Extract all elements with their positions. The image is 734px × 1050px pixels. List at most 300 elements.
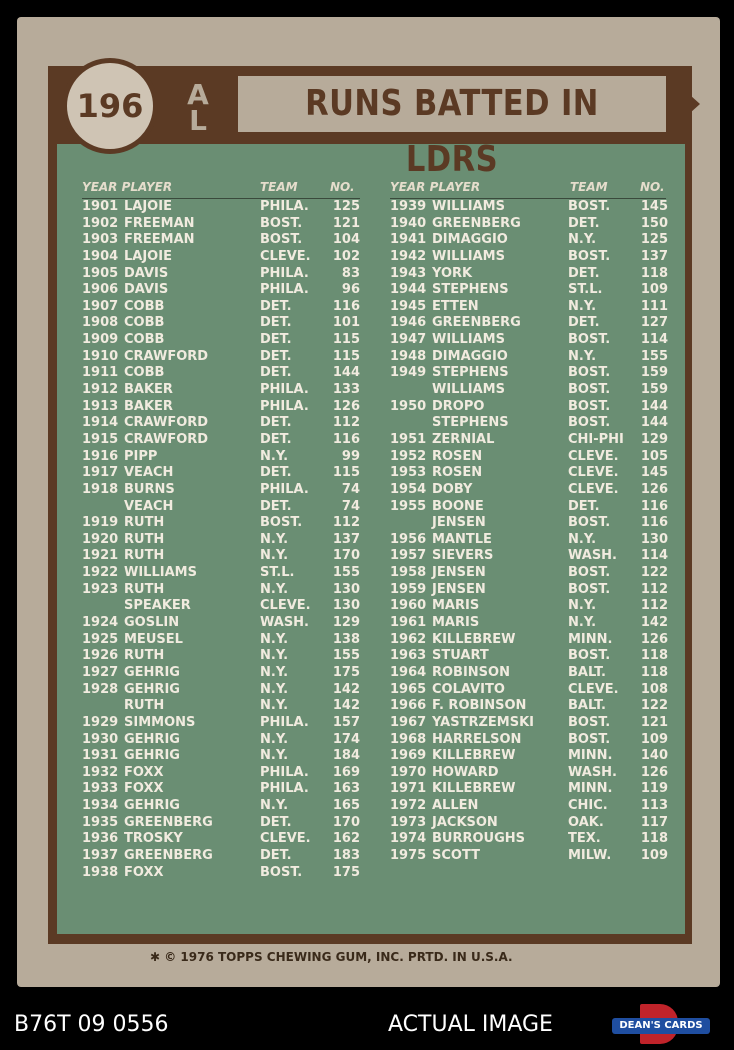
row-player: YASTRZEMSKI	[432, 714, 534, 730]
row-player: RUTH	[124, 698, 165, 714]
row-no: 121	[332, 215, 360, 231]
row-player: ALLEN	[432, 798, 479, 814]
actual-image-label: ACTUAL IMAGE	[388, 1012, 553, 1037]
row-year: 1974	[390, 831, 427, 847]
row-year: 1931	[82, 748, 119, 764]
row-player: FOXX	[124, 864, 164, 880]
league-label: A L	[187, 78, 209, 137]
row-year: 1954	[390, 481, 427, 497]
row-no: 114	[640, 332, 668, 348]
row-year: 1909	[82, 332, 119, 348]
row-team: N.Y.	[568, 598, 597, 614]
row-player: COLAVITO	[432, 681, 505, 697]
row-team: N.Y.	[260, 548, 289, 564]
row-year: 1946	[390, 315, 427, 331]
row-year: 1968	[390, 731, 427, 747]
row-no: 159	[640, 365, 668, 381]
row-year: 1973	[390, 814, 427, 830]
row-team: OAK.	[568, 814, 604, 830]
row-team: BOST.	[568, 398, 611, 414]
row-team: DET.	[260, 814, 292, 830]
row-year: 1947	[390, 332, 427, 348]
row-player: SIMMONS	[124, 714, 196, 730]
row-team: PHILA.	[260, 382, 309, 398]
table-row	[390, 399, 666, 416]
row-player: LAJOIE	[124, 199, 172, 214]
table-row	[390, 798, 666, 815]
row-player: MANTLE	[432, 531, 492, 547]
row-team: DET.	[260, 498, 292, 514]
row-no: 116	[640, 515, 668, 531]
table-row	[390, 548, 666, 565]
table-row	[82, 615, 360, 632]
row-team: DET.	[260, 332, 292, 348]
table-row	[82, 648, 360, 665]
table-row	[390, 648, 666, 665]
row-no: 83	[341, 265, 360, 281]
row-year: 1972	[390, 798, 427, 814]
row-no: 175	[332, 664, 360, 680]
row-year: 1941	[390, 232, 427, 248]
table-row	[390, 482, 666, 499]
table-row	[390, 682, 666, 699]
table-row	[82, 532, 360, 549]
row-no: 74	[341, 481, 360, 497]
row-no: 115	[332, 332, 360, 348]
row-team: PHILA.	[260, 764, 309, 780]
row-team: BOST.	[260, 864, 303, 880]
row-player: LAJOIE	[124, 248, 172, 264]
row-no: 159	[640, 382, 668, 398]
row-no: 155	[332, 565, 360, 581]
row-player: WILLIAMS	[124, 565, 197, 581]
table-row	[82, 598, 360, 615]
table-row	[82, 249, 360, 266]
row-no: 104	[332, 232, 360, 248]
row-player: RUTH	[124, 581, 165, 597]
row-team: BOST.	[568, 581, 611, 597]
row-player: GEHRIG	[124, 681, 180, 697]
row-player: MEUSEL	[124, 631, 183, 647]
row-team: N.Y.	[568, 615, 597, 631]
row-year: 1902	[82, 215, 119, 231]
row-team: BOST.	[568, 415, 611, 431]
table-row	[390, 266, 666, 283]
row-player: CRAWFORD	[124, 415, 209, 431]
row-no: 117	[640, 814, 668, 830]
row-team: CLEVE.	[568, 465, 619, 481]
row-player: BURROUGHS	[432, 831, 526, 847]
row-no: 145	[640, 465, 668, 481]
row-year: 1924	[82, 615, 119, 631]
table-row	[390, 365, 666, 382]
row-year: 1951	[390, 431, 427, 447]
row-team: CLEVE.	[260, 248, 311, 264]
table-row	[82, 199, 360, 216]
row-player: KILLEBREW	[432, 748, 516, 764]
row-year: 1939	[390, 199, 427, 214]
row-year: 1942	[390, 248, 427, 264]
row-player: WILLIAMS	[432, 332, 505, 348]
row-year: 1903	[82, 232, 119, 248]
row-team: BOST.	[568, 515, 611, 531]
row-team: N.Y.	[260, 531, 289, 547]
row-player: GREENBERG	[432, 215, 521, 231]
row-team: ST.L.	[260, 565, 295, 581]
row-player: FOXX	[124, 764, 164, 780]
row-player: DROPO	[432, 398, 485, 414]
row-no: 115	[332, 348, 360, 364]
table-row	[390, 831, 666, 848]
row-no: 142	[332, 681, 360, 697]
row-year: 1937	[82, 847, 119, 863]
row-no: 109	[640, 847, 668, 863]
row-no: 130	[640, 531, 668, 547]
table-row	[390, 848, 666, 865]
row-year: 1944	[390, 282, 427, 298]
row-no: 170	[332, 814, 360, 830]
table-row	[390, 665, 666, 682]
row-no: 126	[640, 631, 668, 647]
table-row	[390, 698, 666, 715]
row-team: CLEVE.	[260, 831, 311, 847]
row-year: 1908	[82, 315, 119, 331]
row-year: 1906	[82, 282, 119, 298]
row-year: 1928	[82, 681, 119, 697]
row-team: BOST.	[568, 365, 611, 381]
row-no: 144	[640, 415, 668, 431]
row-team: N.Y.	[260, 581, 289, 597]
row-player: TROSKY	[124, 831, 183, 847]
row-player: GEHRIG	[124, 731, 180, 747]
row-team: WASH.	[568, 548, 617, 564]
row-no: 155	[332, 648, 360, 664]
row-no: 174	[332, 731, 360, 747]
table-row	[82, 216, 360, 233]
row-player: JENSEN	[432, 515, 486, 531]
row-year: 1970	[390, 764, 427, 780]
table-row	[82, 632, 360, 649]
card-title: RUNS BATTED IN LDRS	[305, 83, 599, 180]
row-player: STEPHENS	[432, 365, 509, 381]
row-player: KILLEBREW	[432, 631, 516, 647]
row-player: VEACH	[124, 498, 174, 514]
row-year: 1967	[390, 714, 427, 730]
header-team: TEAM	[570, 180, 608, 194]
column-header	[390, 178, 666, 199]
row-player: GEHRIG	[124, 664, 180, 680]
row-team: BOST.	[568, 648, 611, 664]
row-year: 1964	[390, 664, 427, 680]
row-no: 126	[640, 764, 668, 780]
table-row	[390, 432, 666, 449]
row-no: 118	[640, 831, 668, 847]
row-team: DET.	[568, 215, 600, 231]
table-row	[82, 449, 360, 466]
table-row	[82, 665, 360, 682]
row-player: COBB	[124, 332, 165, 348]
row-player: BOONE	[432, 498, 484, 514]
row-team: N.Y.	[260, 731, 289, 747]
row-year: 1975	[390, 847, 427, 863]
row-team: N.Y.	[260, 631, 289, 647]
row-no: 122	[640, 565, 668, 581]
row-no: 144	[640, 398, 668, 414]
row-team: PHILA.	[260, 481, 309, 497]
row-team: DET.	[568, 498, 600, 514]
table-row	[390, 199, 666, 216]
row-year: 1965	[390, 681, 427, 697]
row-no: 165	[332, 798, 360, 814]
row-player: ROSEN	[432, 465, 483, 481]
row-team: CLEVE.	[568, 481, 619, 497]
row-year: 1915	[82, 431, 119, 447]
row-year: 1933	[82, 781, 119, 797]
row-team: MINN.	[568, 781, 613, 797]
deans-cards-logo	[612, 1004, 710, 1046]
row-year: 1945	[390, 298, 427, 314]
row-no: 112	[640, 598, 668, 614]
row-year: 1958	[390, 565, 427, 581]
row-team: BALT.	[568, 664, 606, 680]
row-player: MARIS	[432, 615, 480, 631]
row-team: BALT.	[568, 698, 606, 714]
row-year: 1907	[82, 298, 119, 314]
row-team: DET.	[260, 465, 292, 481]
table-row	[82, 332, 360, 349]
row-no: 116	[332, 431, 360, 447]
table-row	[390, 781, 666, 798]
table-row	[390, 765, 666, 782]
row-team: BOST.	[568, 731, 611, 747]
row-year: 1914	[82, 415, 119, 431]
row-no: 157	[332, 714, 360, 730]
row-no: 155	[640, 348, 668, 364]
header-year-player: YEAR PLAYER	[390, 180, 481, 194]
row-no: 99	[341, 448, 360, 464]
row-no: 163	[332, 781, 360, 797]
row-team: N.Y.	[260, 798, 289, 814]
table-row	[82, 798, 360, 815]
row-no: 112	[332, 415, 360, 431]
header-no: NO.	[330, 180, 355, 194]
row-player: RUTH	[124, 515, 165, 531]
row-team: N.Y.	[260, 664, 289, 680]
row-team: N.Y.	[568, 348, 597, 364]
row-no: 125	[332, 199, 360, 214]
row-player: SIEVERS	[432, 548, 494, 564]
row-player: BURNS	[124, 481, 175, 497]
row-team: DET.	[260, 348, 292, 364]
table-row	[82, 715, 360, 732]
row-player: JENSEN	[432, 581, 486, 597]
row-no: 129	[640, 431, 668, 447]
row-no: 137	[332, 531, 360, 547]
row-year: 1966	[390, 698, 427, 714]
table-row	[82, 365, 360, 382]
row-no: 116	[640, 498, 668, 514]
row-year: 1960	[390, 598, 427, 614]
row-player: RUTH	[124, 548, 165, 564]
row-no: 96	[341, 282, 360, 298]
table-row	[390, 465, 666, 482]
row-team: PHILA.	[260, 398, 309, 414]
table-row	[390, 582, 666, 599]
row-no: 111	[640, 298, 668, 314]
row-no: 130	[332, 598, 360, 614]
table-row	[390, 315, 666, 332]
row-team: N.Y.	[260, 648, 289, 664]
row-team: N.Y.	[568, 298, 597, 314]
table-row	[82, 349, 360, 366]
row-year: 1929	[82, 714, 119, 730]
row-team: PHILA.	[260, 714, 309, 730]
row-player: STUART	[432, 648, 489, 664]
row-player: JENSEN	[432, 565, 486, 581]
row-team: DET.	[260, 847, 292, 863]
row-year: 1910	[82, 348, 119, 364]
stats-column-left	[82, 178, 360, 881]
copyright-line: ✱ © 1976 TOPPS CHEWING GUM, INC. PRTD. IN U.S.A.	[150, 950, 513, 964]
row-player: HOWARD	[432, 764, 499, 780]
row-year: 1901	[82, 199, 119, 214]
row-year: 1940	[390, 215, 427, 231]
row-player: SPEAKER	[124, 598, 191, 614]
row-player: RUTH	[124, 648, 165, 664]
row-no: 101	[332, 315, 360, 331]
row-year: 1962	[390, 631, 427, 647]
table-row	[390, 532, 666, 549]
row-no: 74	[341, 498, 360, 514]
table-row	[82, 315, 360, 332]
row-player: DOBY	[432, 481, 473, 497]
table-row	[390, 449, 666, 466]
row-year: 1904	[82, 248, 119, 264]
row-year: 1956	[390, 531, 427, 547]
row-no: 113	[640, 798, 668, 814]
row-year: 1922	[82, 565, 119, 581]
card-number: 196	[76, 87, 144, 125]
header-year-player: YEAR PLAYER	[82, 180, 173, 194]
table-row	[82, 548, 360, 565]
row-player: DIMAGGIO	[432, 232, 508, 248]
row-year: 1926	[82, 648, 119, 664]
row-year: 1930	[82, 731, 119, 747]
row-year: 1948	[390, 348, 427, 364]
row-team: BOST.	[260, 232, 303, 248]
row-no: 126	[332, 398, 360, 414]
table-row	[390, 632, 666, 649]
row-team: BOST.	[568, 332, 611, 348]
table-row	[82, 415, 360, 432]
row-no: 116	[332, 298, 360, 314]
table-row	[390, 732, 666, 749]
row-no: 162	[332, 831, 360, 847]
row-year: 1918	[82, 481, 119, 497]
row-player: F. ROBINSON	[432, 698, 527, 714]
table-row	[390, 216, 666, 233]
row-year: 1949	[390, 365, 427, 381]
row-no: 105	[640, 448, 668, 464]
row-player: BAKER	[124, 398, 173, 414]
row-year: 1911	[82, 365, 119, 381]
table-row	[82, 382, 360, 399]
row-player: GEHRIG	[124, 748, 180, 764]
row-year: 1963	[390, 648, 427, 664]
row-team: WASH.	[260, 615, 309, 631]
row-team: DET.	[568, 315, 600, 331]
row-team: DET.	[260, 315, 292, 331]
row-year: 1927	[82, 664, 119, 680]
table-row	[390, 598, 666, 615]
row-no: 169	[332, 764, 360, 780]
row-team: DET.	[260, 431, 292, 447]
row-player: DAVIS	[124, 265, 169, 281]
table-row	[390, 565, 666, 582]
row-year: 1916	[82, 448, 119, 464]
row-year: 1943	[390, 265, 427, 281]
row-player: COBB	[124, 365, 165, 381]
row-year: 1955	[390, 498, 427, 514]
row-team: BOST.	[568, 565, 611, 581]
row-player: ETTEN	[432, 298, 479, 314]
row-player: YORK	[432, 265, 473, 281]
row-no: 137	[640, 248, 668, 264]
row-player: CRAWFORD	[124, 431, 209, 447]
row-player: GREENBERG	[124, 847, 213, 863]
row-player: GREENBERG	[432, 315, 521, 331]
row-no: 170	[332, 548, 360, 564]
row-player: HARRELSON	[432, 731, 522, 747]
row-team: DET.	[260, 415, 292, 431]
row-year: 1912	[82, 382, 119, 398]
row-team: CLEVE.	[568, 448, 619, 464]
table-row	[390, 499, 666, 516]
table-row	[390, 249, 666, 266]
row-team: BOST.	[568, 382, 611, 398]
row-team: BOST.	[260, 215, 303, 231]
table-row	[82, 732, 360, 749]
row-team: N.Y.	[260, 448, 289, 464]
row-no: 129	[332, 615, 360, 631]
row-year: 1921	[82, 548, 119, 564]
row-player: MARIS	[432, 598, 480, 614]
row-no: 114	[640, 548, 668, 564]
table-row	[390, 615, 666, 632]
row-player: WILLIAMS	[432, 382, 505, 398]
row-team: N.Y.	[568, 531, 597, 547]
row-team: WASH.	[568, 764, 617, 780]
row-no: 175	[332, 864, 360, 880]
row-team: N.Y.	[260, 698, 289, 714]
row-player: ROSEN	[432, 448, 483, 464]
row-player: DAVIS	[124, 282, 169, 298]
table-row	[82, 299, 360, 316]
row-no: 183	[332, 847, 360, 863]
row-year: 1923	[82, 581, 119, 597]
row-no: 140	[640, 748, 668, 764]
row-no: 115	[332, 465, 360, 481]
table-row	[82, 815, 360, 832]
row-no: 102	[332, 248, 360, 264]
table-row	[390, 232, 666, 249]
row-year: 1925	[82, 631, 119, 647]
row-year: 1905	[82, 265, 119, 281]
row-year: 1934	[82, 798, 119, 814]
row-team: N.Y.	[260, 681, 289, 697]
logo-text: DEAN'S CARDS	[612, 1018, 710, 1034]
row-player: GOSLIN	[124, 615, 180, 631]
